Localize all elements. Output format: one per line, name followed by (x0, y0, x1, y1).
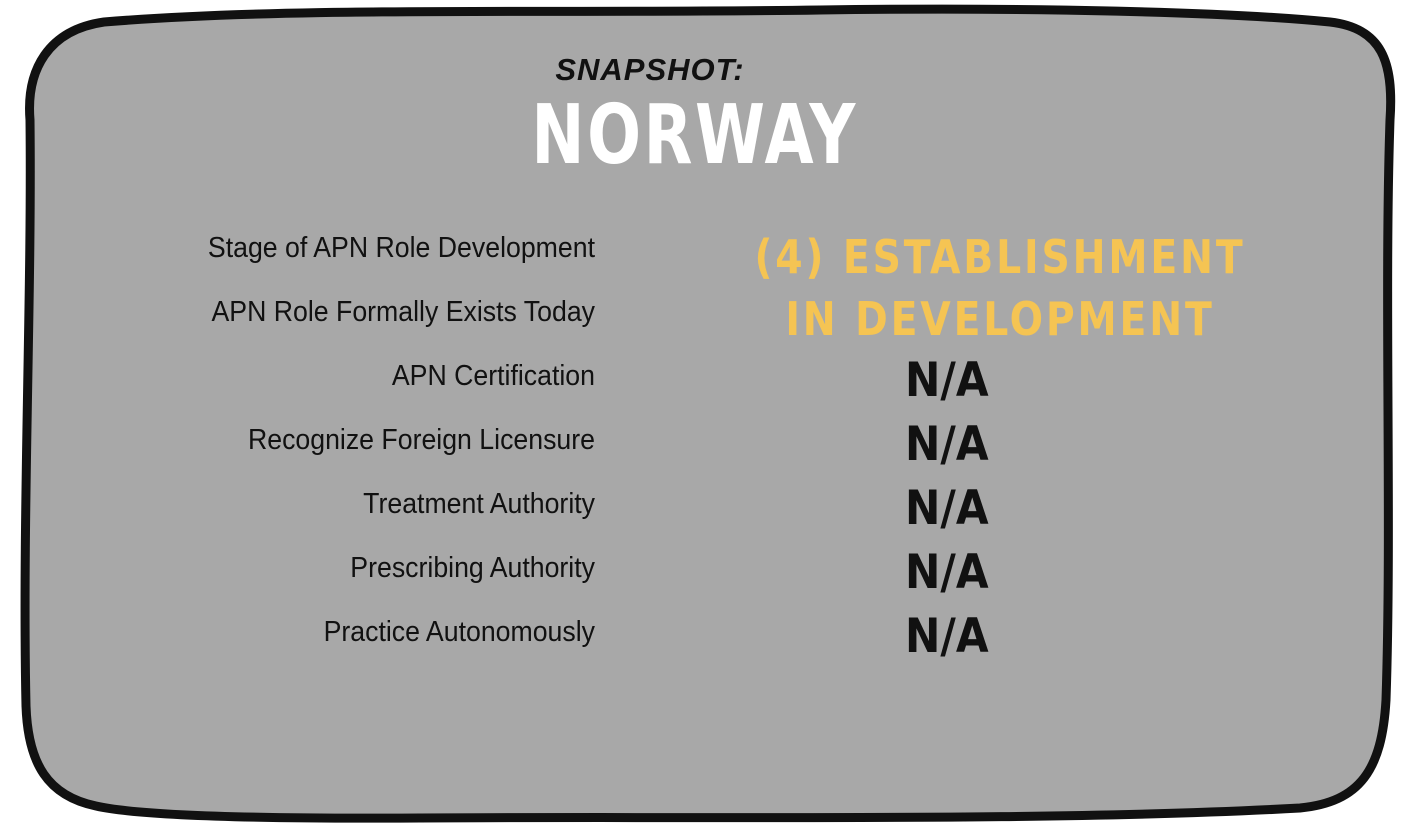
row-label: APN Role Formally Exists Today (211, 296, 595, 328)
snapshot-label: SNAPSHOT: (555, 52, 745, 87)
row-label: Practice Autonomously (323, 616, 595, 648)
row-label: Prescribing Authority (350, 552, 595, 584)
stage-banner-line2: IN DEVELOPMENT (785, 292, 1215, 346)
row-label: APN Certification (391, 360, 595, 392)
table-row (0, 545, 1410, 612)
row-label: Recognize Foreign Licensure (247, 424, 595, 456)
row-value: N/A (905, 609, 989, 664)
row-value: N/A (905, 353, 989, 408)
table-row (0, 353, 1410, 420)
table-row (0, 609, 1410, 676)
row-value: N/A (905, 481, 989, 536)
table-row (0, 481, 1410, 548)
row-value: N/A (905, 417, 989, 472)
row-value: N/A (905, 545, 989, 600)
page-title: NORWAY (531, 88, 858, 183)
stage-banner (696, 226, 1304, 350)
stage-banner-line1: (4) ESTABLISHMENT (754, 230, 1246, 284)
table-row (0, 417, 1410, 484)
row-label: Stage of APN Role Development (207, 232, 595, 264)
row-label: Treatment Authority (363, 488, 595, 520)
